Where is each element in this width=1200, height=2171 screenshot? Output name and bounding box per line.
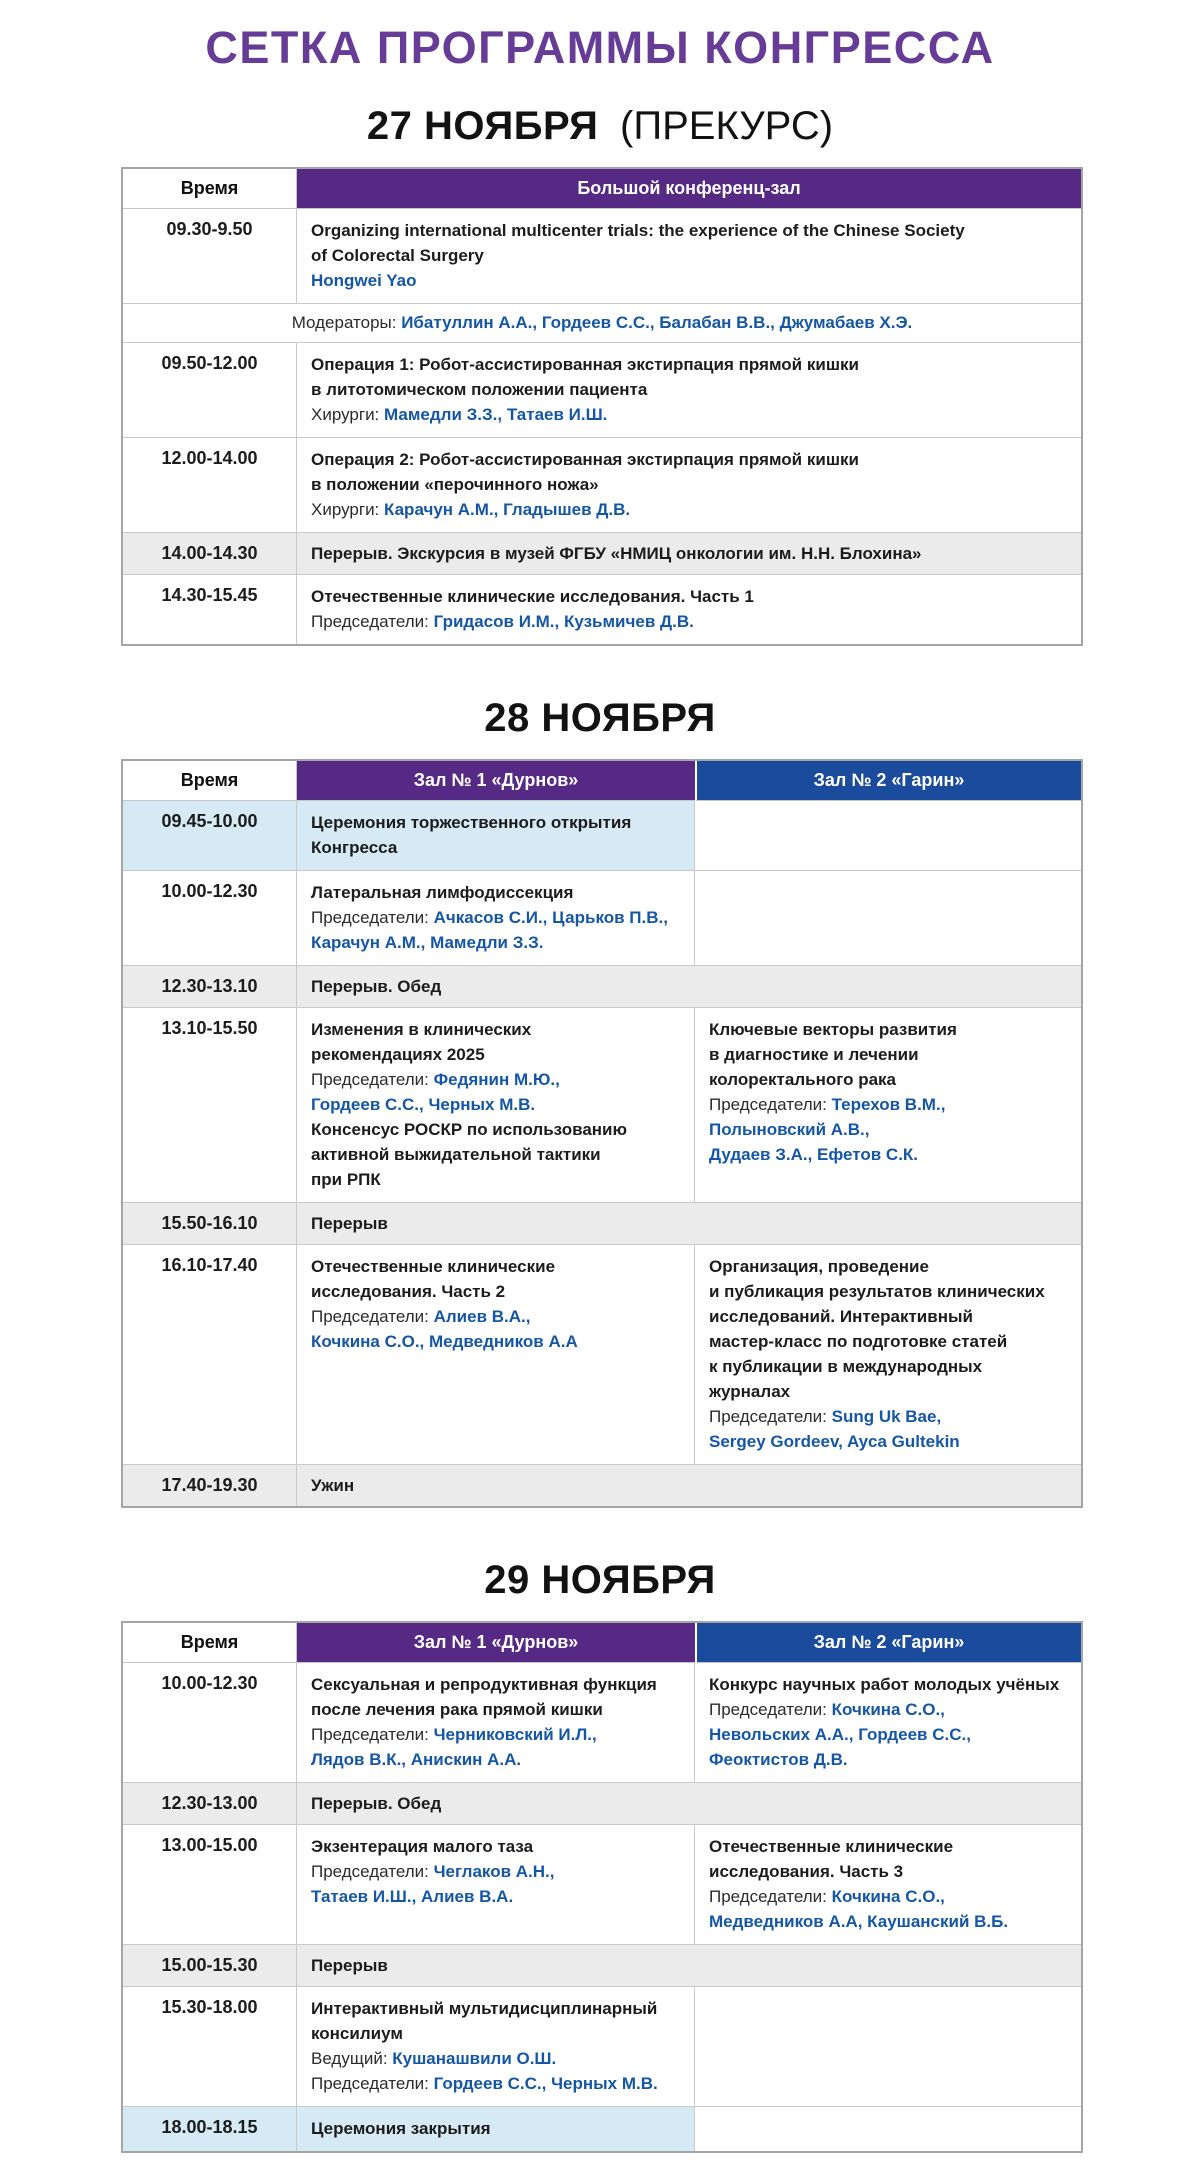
text-segment: рекомендациях 2025: [311, 1045, 485, 1064]
text-segment: колоректального рака: [709, 1070, 896, 1089]
time-cell: 12.30-13.00: [123, 1783, 297, 1825]
text-segment: Церемония закрытия: [311, 2119, 491, 2138]
person-names: Татаев И.Ш., Алиев В.А.: [311, 1887, 514, 1906]
day-section-nov29: [0, 1558, 1200, 2153]
text-segment: Экзентерация малого таза: [311, 1837, 534, 1856]
time-cell: 10.00-12.30: [123, 1663, 297, 1783]
hall-header-1: Зал № 1 «Дурнов»: [297, 1623, 695, 1663]
text-line: [311, 1067, 680, 1092]
time-column-header: Время: [123, 761, 297, 801]
text-segment: Конгресса: [311, 838, 398, 857]
text-segment: Отечественные клинические: [709, 1837, 954, 1856]
row-break: [123, 1465, 1081, 1506]
schedule-table: [121, 759, 1083, 1508]
day-heading-text: 29 НОЯБРЯ: [484, 1558, 716, 1602]
text-line: [709, 1067, 1067, 1092]
text-line: [709, 1304, 1067, 1329]
schedule-table: [121, 167, 1083, 646]
text-line: [709, 1697, 1067, 1722]
row-span: [123, 304, 1081, 343]
day-heading-suffix: (ПРЕКУРС): [620, 104, 834, 148]
break-label: Перерыв. Обед: [311, 1793, 442, 1813]
session-cell: [695, 871, 1081, 966]
text-line: [709, 1834, 1067, 1859]
row-session: [123, 871, 1081, 966]
text-line: [311, 1304, 680, 1329]
time-cell: 16.10-17.40: [123, 1245, 297, 1465]
text-line: [709, 1142, 1067, 1167]
text-line: [311, 1117, 680, 1142]
break-cell: [297, 1945, 1081, 1987]
text-segment: исследований. Интерактивный: [709, 1307, 973, 1326]
text-segment: исследования. Часть 2: [311, 1282, 506, 1301]
text-segment: Председатели:: [311, 908, 434, 927]
text-segment: Латеральная лимфодиссекция: [311, 883, 574, 902]
hall-header-2: Зал № 2 «Гарин»: [695, 1623, 1081, 1663]
session-cell: [297, 1008, 695, 1203]
text-line: [709, 1254, 1067, 1279]
row-session: [123, 209, 1081, 304]
text-segment: консилиум: [311, 2024, 403, 2043]
schedule-table-container-nov28: [121, 759, 1079, 1508]
row-highlight: [123, 2107, 1081, 2151]
text-line: [311, 1996, 680, 2021]
session-cell: [695, 1008, 1081, 1203]
text-line: [311, 810, 680, 835]
row-session: [123, 1825, 1081, 1945]
text-segment: Председатели:: [311, 1307, 434, 1326]
text-line: [709, 1092, 1067, 1117]
text-line: [709, 1017, 1067, 1042]
table-body: [123, 801, 1081, 1506]
text-line: [311, 1884, 680, 1909]
text-segment: активной выжидательной тактики: [311, 1145, 601, 1164]
text-line: [311, 1254, 680, 1279]
text-line: [311, 243, 1067, 268]
session-cell: [695, 2107, 1081, 2151]
text-line: [311, 1672, 680, 1697]
session-cell: [297, 209, 1081, 304]
row-session: [123, 575, 1081, 644]
text-segment: Хирурги:: [311, 500, 385, 519]
person-names: Мамедли З.З., Татаев И.Ш.: [384, 405, 608, 424]
text-line: [311, 1167, 680, 1192]
person-names: Медведников А.А, Каушанский В.Б.: [709, 1912, 1009, 1931]
row-session: [123, 1987, 1081, 2107]
day-heading-text: 27 НОЯБРЯ: [366, 104, 599, 148]
text-segment: Отечественные клинические: [311, 1257, 556, 1276]
person-names: Полыновский А.В.,: [709, 1120, 870, 1139]
text-segment: Председатели:: [709, 1407, 832, 1426]
text-line: [709, 1354, 1067, 1379]
row-session: [123, 438, 1081, 533]
text-segment: в положении «перочинного ножа»: [311, 475, 599, 494]
text-segment: Председатели:: [311, 612, 434, 631]
text-line: [709, 1404, 1067, 1429]
person-names: Гордеев С.С., Черных М.В.: [433, 2074, 658, 2093]
text-segment: Председатели:: [311, 1862, 434, 1881]
time-cell: 15.00-15.30: [123, 1945, 297, 1987]
row-session: [123, 1245, 1081, 1465]
session-cell: [695, 1663, 1081, 1783]
text-segment: Интерактивный мультидисциплинарный: [311, 1999, 658, 2018]
text-line: [311, 1722, 680, 1747]
time-column-header: Время: [123, 169, 297, 209]
time-cell: 13.10-15.50: [123, 1008, 297, 1203]
person-names: Терехов В.М.,: [831, 1095, 946, 1114]
row-session: [123, 343, 1081, 438]
table-body: [123, 209, 1081, 644]
text-line: [709, 1884, 1067, 1909]
person-names: Дудаев З.А., Ефетов С.К.: [709, 1145, 919, 1164]
person-names: Алиев В.А.,: [433, 1307, 531, 1326]
time-column-header: Время: [123, 1623, 297, 1663]
text-segment: Organizing international multicenter trials: the experience of the Chinese Society: [311, 221, 965, 240]
text-line: [311, 1092, 680, 1117]
session-cell: [297, 1987, 695, 2107]
text-line: [311, 1697, 680, 1722]
text-line: [311, 1859, 680, 1884]
time-cell: 15.30-18.00: [123, 1987, 297, 2107]
text-line: [311, 2046, 680, 2071]
session-cell: [297, 1825, 695, 1945]
day-heading-nov29: [0, 1558, 1200, 1603]
hall-header-1: Большой конференц-зал: [297, 169, 1081, 209]
person-names: Кочкина С.О.,: [831, 1700, 945, 1719]
schedule-table: [121, 1621, 1083, 2153]
text-line: [311, 1279, 680, 1304]
session-cell: [297, 1663, 695, 1783]
text-segment: Модераторы:: [291, 313, 402, 332]
table-head: [123, 169, 1081, 209]
text-line: [311, 447, 1067, 472]
text-segment: Отечественные клинические исследования. Часть 1: [311, 587, 754, 606]
text-segment: Председатели:: [311, 1070, 434, 1089]
break-label: Перерыв: [311, 1213, 388, 1233]
text-line: [311, 609, 1067, 634]
text-segment: Изменения в клинических: [311, 1020, 532, 1039]
text-segment: Операция 2: Робот-ассистированная экстирпация прямой кишки: [311, 450, 859, 469]
session-cell: [297, 871, 695, 966]
text-line: [311, 1834, 680, 1859]
table-body: [123, 1663, 1081, 2151]
person-names: Невольских А.А., Гордеев С.С.,: [709, 1725, 971, 1744]
person-names: Кочкина С.О., Медведников А.А: [311, 1332, 578, 1351]
text-segment: Председатели:: [709, 1095, 832, 1114]
session-cell: [297, 343, 1081, 438]
text-line: [709, 1117, 1067, 1142]
text-line: [709, 1379, 1067, 1404]
person-names: Чеглаков А.Н.,: [433, 1862, 555, 1881]
time-cell: 12.30-13.10: [123, 966, 297, 1008]
text-segment: Хирурги:: [311, 405, 385, 424]
text-line: [311, 2071, 680, 2096]
moderators-cell: [123, 304, 1081, 343]
person-names: Федянин М.Ю.,: [433, 1070, 560, 1089]
text-segment: исследования. Часть 3: [709, 1862, 904, 1881]
row-break: [123, 1203, 1081, 1245]
day-heading-nov28: [0, 696, 1200, 741]
text-line: [311, 2021, 680, 2046]
text-segment: Консенсус РОСКР по использованию: [311, 1120, 628, 1139]
time-cell: 18.00-18.15: [123, 2107, 297, 2151]
text-line: [311, 352, 1067, 377]
text-segment: of Colorectal Surgery: [311, 246, 484, 265]
day-heading-nov27: [0, 104, 1200, 149]
text-line: [311, 880, 680, 905]
time-cell: 17.40-19.30: [123, 1465, 297, 1506]
text-line: [709, 1329, 1067, 1354]
text-segment: Председатели:: [709, 1887, 832, 1906]
text-line: [311, 1142, 680, 1167]
break-cell: [297, 1465, 1081, 1506]
text-line: [311, 835, 680, 860]
text-line: [709, 1042, 1067, 1067]
text-line: [709, 1909, 1067, 1934]
person-names: Кушанашвили О.Ш.: [392, 2049, 557, 2068]
person-names: Hongwei Yao: [311, 271, 417, 290]
person-names: Sung Uk Bae,: [831, 1407, 942, 1426]
row-break: [123, 533, 1081, 575]
session-cell: [695, 1245, 1081, 1465]
day-section-nov28: [0, 696, 1200, 1508]
text-line: [311, 377, 1067, 402]
person-names: Карачун А.М., Гладышев Д.В.: [384, 500, 631, 519]
time-cell: 09.45-10.00: [123, 801, 297, 871]
text-segment: Операция 1: Робот-ассистированная экстирпация прямой кишки: [311, 355, 859, 374]
header-row: [123, 1623, 1081, 1663]
text-segment: в литотомическом положении пациента: [311, 380, 648, 399]
person-names: Лядов В.К., Анискин А.А.: [311, 1750, 522, 1769]
text-line: [311, 402, 1067, 427]
text-line: [311, 1017, 680, 1042]
time-cell: 13.00-15.00: [123, 1825, 297, 1945]
text-line: [709, 1672, 1067, 1697]
time-cell: 09.30-9.50: [123, 209, 297, 304]
person-names: Гридасов И.М., Кузьмичев Д.В.: [433, 612, 694, 631]
text-segment: при РПК: [311, 1170, 381, 1189]
break-cell: [297, 1783, 1081, 1825]
break-label: Ужин: [311, 1475, 355, 1495]
schedule-table-container-nov27: [121, 167, 1079, 646]
text-line: [709, 1859, 1067, 1884]
time-cell: 10.00-12.30: [123, 871, 297, 966]
session-cell: [297, 2107, 695, 2151]
row-break: [123, 1783, 1081, 1825]
text-line: [709, 1747, 1067, 1772]
text-segment: Ключевые векторы развития: [709, 1020, 957, 1039]
person-names: Черниковский И.Л.,: [433, 1725, 597, 1744]
time-cell: 15.50-16.10: [123, 1203, 297, 1245]
row-break: [123, 1945, 1081, 1987]
session-cell: [297, 801, 695, 871]
person-names: Кочкина С.О.,: [831, 1887, 945, 1906]
break-label: Перерыв. Экскурсия в музей ФГБУ «НМИЦ онкологии им. Н.Н. Блохина»: [311, 543, 922, 563]
text-line: [311, 1042, 680, 1067]
time-cell: 14.30-15.45: [123, 575, 297, 644]
session-cell: [297, 438, 1081, 533]
row-break: [123, 966, 1081, 1008]
text-line: [311, 2116, 680, 2141]
person-names: Ибатуллин А.А., Гордеев С.С., Балабан В.В., Джумабаев Х.Э.: [401, 313, 913, 332]
text-segment: и публикация результатов клинических: [709, 1282, 1045, 1301]
session-cell: [695, 801, 1081, 871]
text-segment: в диагностике и лечении: [709, 1045, 919, 1064]
person-names: Карачун А.М., Мамедли З.З.: [311, 933, 544, 952]
person-names: Гордеев С.С., Черных М.В.: [311, 1095, 536, 1114]
person-names: Ачкасов С.И., Царьков П.В.,: [433, 908, 668, 927]
row-highlight: [123, 801, 1081, 871]
text-segment: журналах: [709, 1382, 791, 1401]
break-cell: [297, 1203, 1081, 1245]
bottom-spacer: [0, 2153, 1200, 2171]
session-cell: [297, 575, 1081, 644]
text-segment: Сексуальная и репродуктивная функция: [311, 1675, 657, 1694]
session-cell: [297, 1245, 695, 1465]
text-line: [311, 905, 680, 930]
text-line: [709, 1722, 1067, 1747]
text-line: [311, 472, 1067, 497]
break-label: Перерыв: [311, 1955, 388, 1975]
break-label: Перерыв. Обед: [311, 976, 442, 996]
text-segment: Ведущий:: [311, 2049, 393, 2068]
text-segment: Организация, проведение: [709, 1257, 929, 1276]
text-segment: после лечения рака прямой кишки: [311, 1700, 603, 1719]
day-section-nov27: [0, 104, 1200, 646]
text-segment: Конкурс научных работ молодых учёных: [709, 1675, 1060, 1694]
person-names: Феоктистов Д.В.: [709, 1750, 848, 1769]
text-segment: мастер-класс по подготовке статей: [709, 1332, 1008, 1351]
session-cell: [695, 1825, 1081, 1945]
row-session: [123, 1663, 1081, 1783]
session-cell: [695, 1987, 1081, 2107]
time-cell: 14.00-14.30: [123, 533, 297, 575]
text-line: [709, 1429, 1067, 1454]
hall-header-1: Зал № 1 «Дурнов»: [297, 761, 695, 801]
row-session: [123, 1008, 1081, 1203]
text-line: [311, 1747, 680, 1772]
table-head: [123, 1623, 1081, 1663]
header-row: [123, 169, 1081, 209]
break-cell: [297, 533, 1081, 575]
text-segment: Церемония торжественного открытия: [311, 813, 632, 832]
text-segment: к публикации в международных: [709, 1357, 983, 1376]
text-line: [311, 584, 1067, 609]
text-segment: Председатели:: [311, 1725, 434, 1744]
text-line: [311, 268, 1067, 293]
schedule-table-container-nov29: [121, 1621, 1079, 2153]
page-title: СЕТКА ПРОГРАММЫ КОНГРЕССА: [205, 22, 995, 73]
hall-header-2: Зал № 2 «Гарин»: [695, 761, 1081, 801]
header-row: [123, 761, 1081, 801]
text-line: [311, 1329, 680, 1354]
text-line: [311, 218, 1067, 243]
table-head: [123, 761, 1081, 801]
time-cell: 09.50-12.00: [123, 343, 297, 438]
text-segment: Председатели:: [709, 1700, 832, 1719]
text-line: [709, 1279, 1067, 1304]
day-heading-text: 28 НОЯБРЯ: [484, 696, 716, 740]
text-line: [311, 930, 680, 955]
text-line: [311, 497, 1067, 522]
text-segment: Председатели:: [311, 2074, 434, 2093]
break-cell: [297, 966, 1081, 1008]
person-names: Sergey Gordeev, Ayca Gultekin: [709, 1432, 960, 1451]
time-cell: 12.00-14.00: [123, 438, 297, 533]
